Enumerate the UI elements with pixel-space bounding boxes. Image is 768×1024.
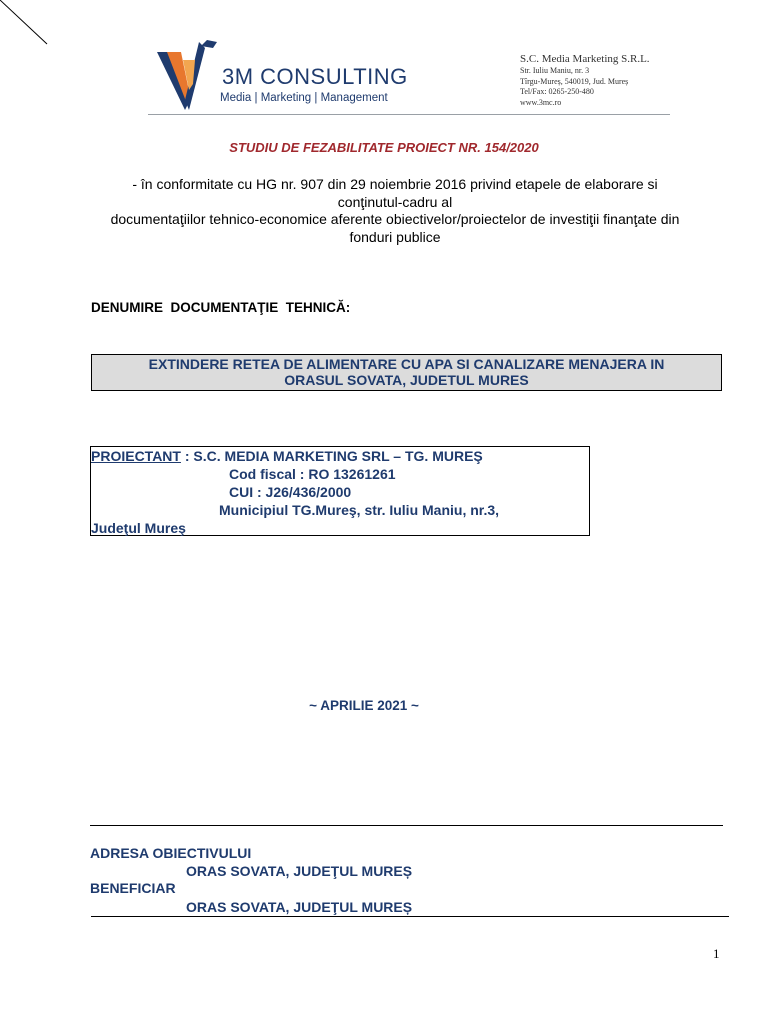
address-top-rule [90, 825, 723, 826]
company-phone: Tel/Fax: 0265-250-480 [520, 87, 594, 96]
company-city: Tîrgu-Mureș, 540019, Jud. Mureș [520, 76, 629, 86]
denumire-heading: DENUMIRE DOCUMENTAŢIE TEHNICĂ: [91, 300, 351, 315]
adresa-value: ORAS SOVATA, JUDEŢUL MUREȘ [186, 863, 413, 879]
page-number: 1 [713, 946, 720, 961]
header-divider [148, 114, 670, 115]
corner-diagonal-line [0, 0, 60, 50]
project-title-box [91, 354, 722, 391]
company-street: Str. Iuliu Maniu, nr. 3 [520, 66, 590, 75]
intro-paragraph [80, 176, 710, 246]
company-name: S.C. Media Marketing S.R.L. [520, 53, 650, 65]
3m-logo-icon [155, 40, 225, 112]
logo-tagline: Media | Marketing | Management [220, 92, 388, 104]
document-title: STUDIU DE FEZABILITATE PROIECT NR. 154/2020 [229, 140, 539, 155]
proiectant-company: : S.C. MEDIA MARKETING SRL – TG. MUREŞ [180, 448, 483, 464]
intro-line: conţinutul-cadru al [337, 193, 453, 210]
proiectant-county: Judeţul Mureş [91, 520, 186, 536]
cui: CUI : J26/436/2000 [229, 484, 352, 500]
logo-brand-name: 3M CONSULTING [222, 64, 408, 89]
intro-line: fonduri publice [349, 228, 441, 245]
beneficiar-value: ORAS SOVATA, JUDEŢUL MUREȘ [186, 899, 413, 915]
intro-line: documentaţiilor tehnico-economice aferente obiectivelor/proiectelor de investiţii finanţate din [110, 211, 680, 227]
project-title-line: ORASUL SOVATA, JUDETUL MURES [284, 372, 529, 388]
company-contact-block [520, 53, 650, 108]
adresa-label: ADRESA OBIECTIVULUI [90, 845, 252, 861]
proiectant-address: Municipiul TG.Mureş, str. Iuliu Maniu, nr.3, [219, 502, 500, 518]
company-website: www.3mc.ro [520, 97, 562, 107]
cod-fiscal: Cod fiscal : RO 13261261 [229, 466, 396, 482]
intro-line: - în conformitate cu HG nr. 907 din 29 noiembrie 2016 privind etapele de elaborare si [132, 176, 658, 192]
beneficiar-label: BENEFICIAR [90, 880, 176, 896]
proiectant-label: PROIECTANT [91, 448, 181, 464]
project-title-line: EXTINDERE RETEA DE ALIMENTARE CU APA SI CANALIZARE MENAJERA IN [148, 356, 665, 372]
address-bottom-rule [91, 916, 729, 917]
proiectant-box [90, 446, 590, 536]
document-date: ~ APRILIE 2021 ~ [309, 698, 419, 713]
proiectant-line [91, 448, 483, 464]
